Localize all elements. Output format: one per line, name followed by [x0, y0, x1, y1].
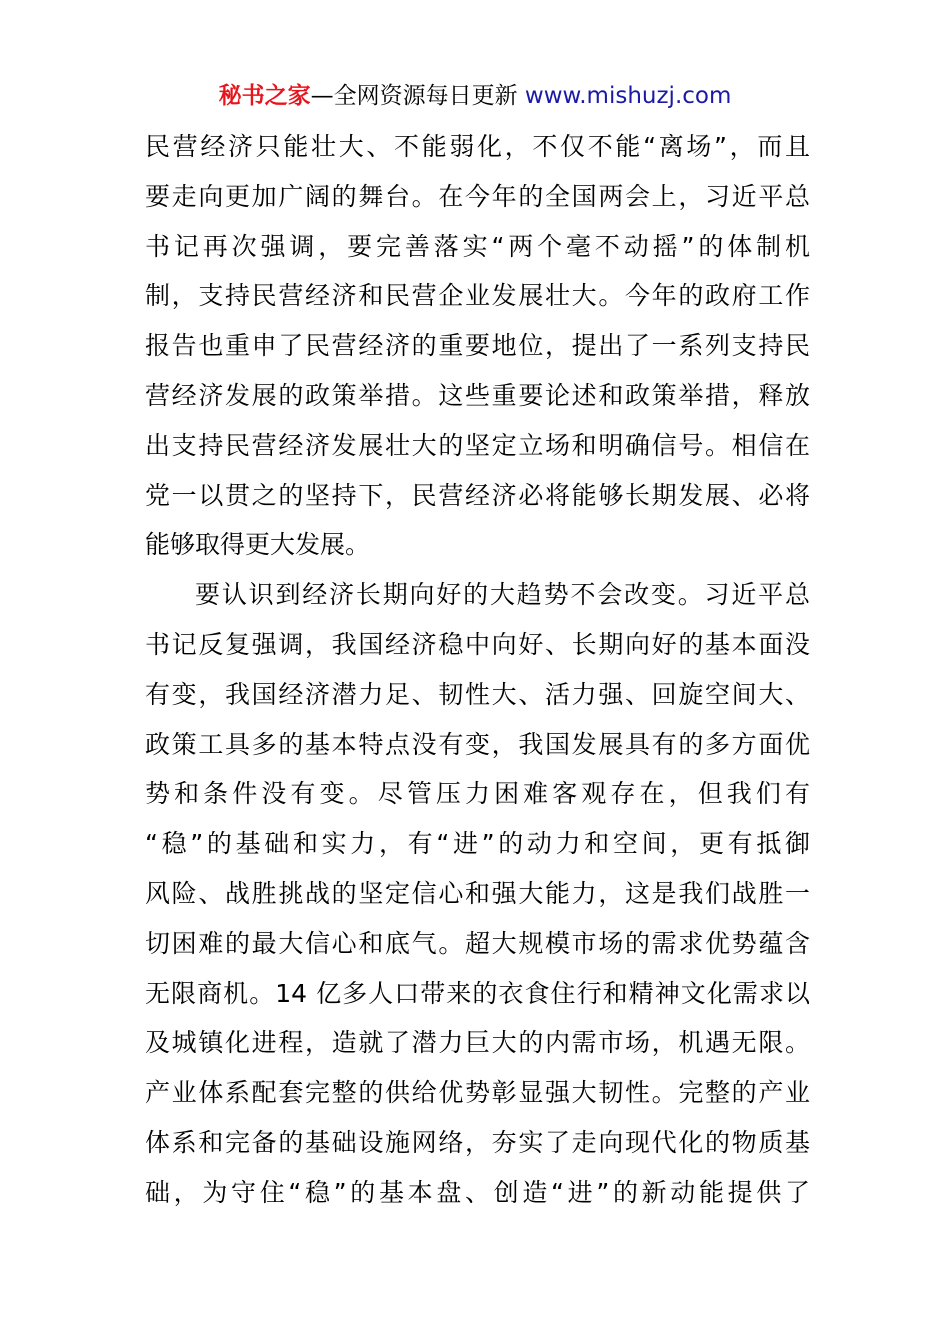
text-line: 无限商机。14 亿多人口带来的衣食住行和精神文化需求以: [145, 978, 810, 1008]
text-line: 能够取得更大发展。: [145, 530, 371, 560]
document-body: [145, 122, 810, 1218]
text-line: 要走向更加广阔的舞台。在今年的全国两会上，习近平总: [145, 181, 810, 211]
text-line: 体系和完备的基础设施网络，夯实了走向现代化的物质基: [145, 1127, 810, 1157]
text-line: 营经济发展的政策举措。这些重要论述和政策举措，释放: [145, 380, 810, 410]
text-line: 风险、战胜挑战的坚定信心和强大能力，这是我们战胜一: [145, 878, 810, 908]
paragraph-start-line: 要认识到经济长期向好的大趋势不会改变。习近平总: [195, 580, 810, 610]
text-line: 书记再次强调，要完善落实“两个毫不动摇”的体制机: [145, 231, 810, 261]
text-line: 切困难的最大信心和底气。超大规模市场的需求优势蕴含: [145, 928, 810, 958]
page-header: [0, 80, 950, 112]
text-line: “稳”的基础和实力，有“进”的动力和空间，更有抵御: [145, 829, 810, 859]
text-line: 党一以贯之的坚持下，民营经济必将能够长期发展、必将: [145, 480, 810, 510]
text-line: 民营经济只能壮大、不能弱化，不仅不能“离场”，而且: [145, 132, 810, 161]
text-line: 产业体系配套完整的供给优势彰显强大韧性。完整的产业: [145, 1078, 810, 1108]
text-line: 报告也重申了民营经济的重要地位，提出了一系列支持民: [145, 331, 810, 361]
text-line: 政策工具多的基本特点没有变，我国发展具有的多方面优: [145, 729, 810, 759]
text-line: 础，为守住“稳”的基本盘、创造“进”的新动能提供了: [145, 1177, 810, 1207]
text-line: 制，支持民营经济和民营企业发展壮大。今年的政府工作: [145, 281, 810, 311]
text-line: 及城镇化进程，造就了潜力巨大的内需市场，机遇无限。: [145, 1028, 810, 1058]
text-line: 势和条件没有变。尽管压力困难客观存在，但我们有: [145, 779, 810, 809]
text-line: 有变，我国经济潜力足、韧性大、活力强、回旋空间大、: [145, 679, 810, 709]
header-tagline: —全网资源每日更新: [310, 83, 518, 109]
site-url-link[interactable]: www.mishuzj.com: [524, 83, 732, 109]
text-line: 出支持民营经济发展壮大的坚定立场和明确信号。相信在: [145, 430, 810, 460]
text-line: 书记反复强调，我国经济稳中向好、长期向好的基本面没: [145, 629, 810, 659]
brand-name: 秘书之家: [218, 83, 311, 109]
